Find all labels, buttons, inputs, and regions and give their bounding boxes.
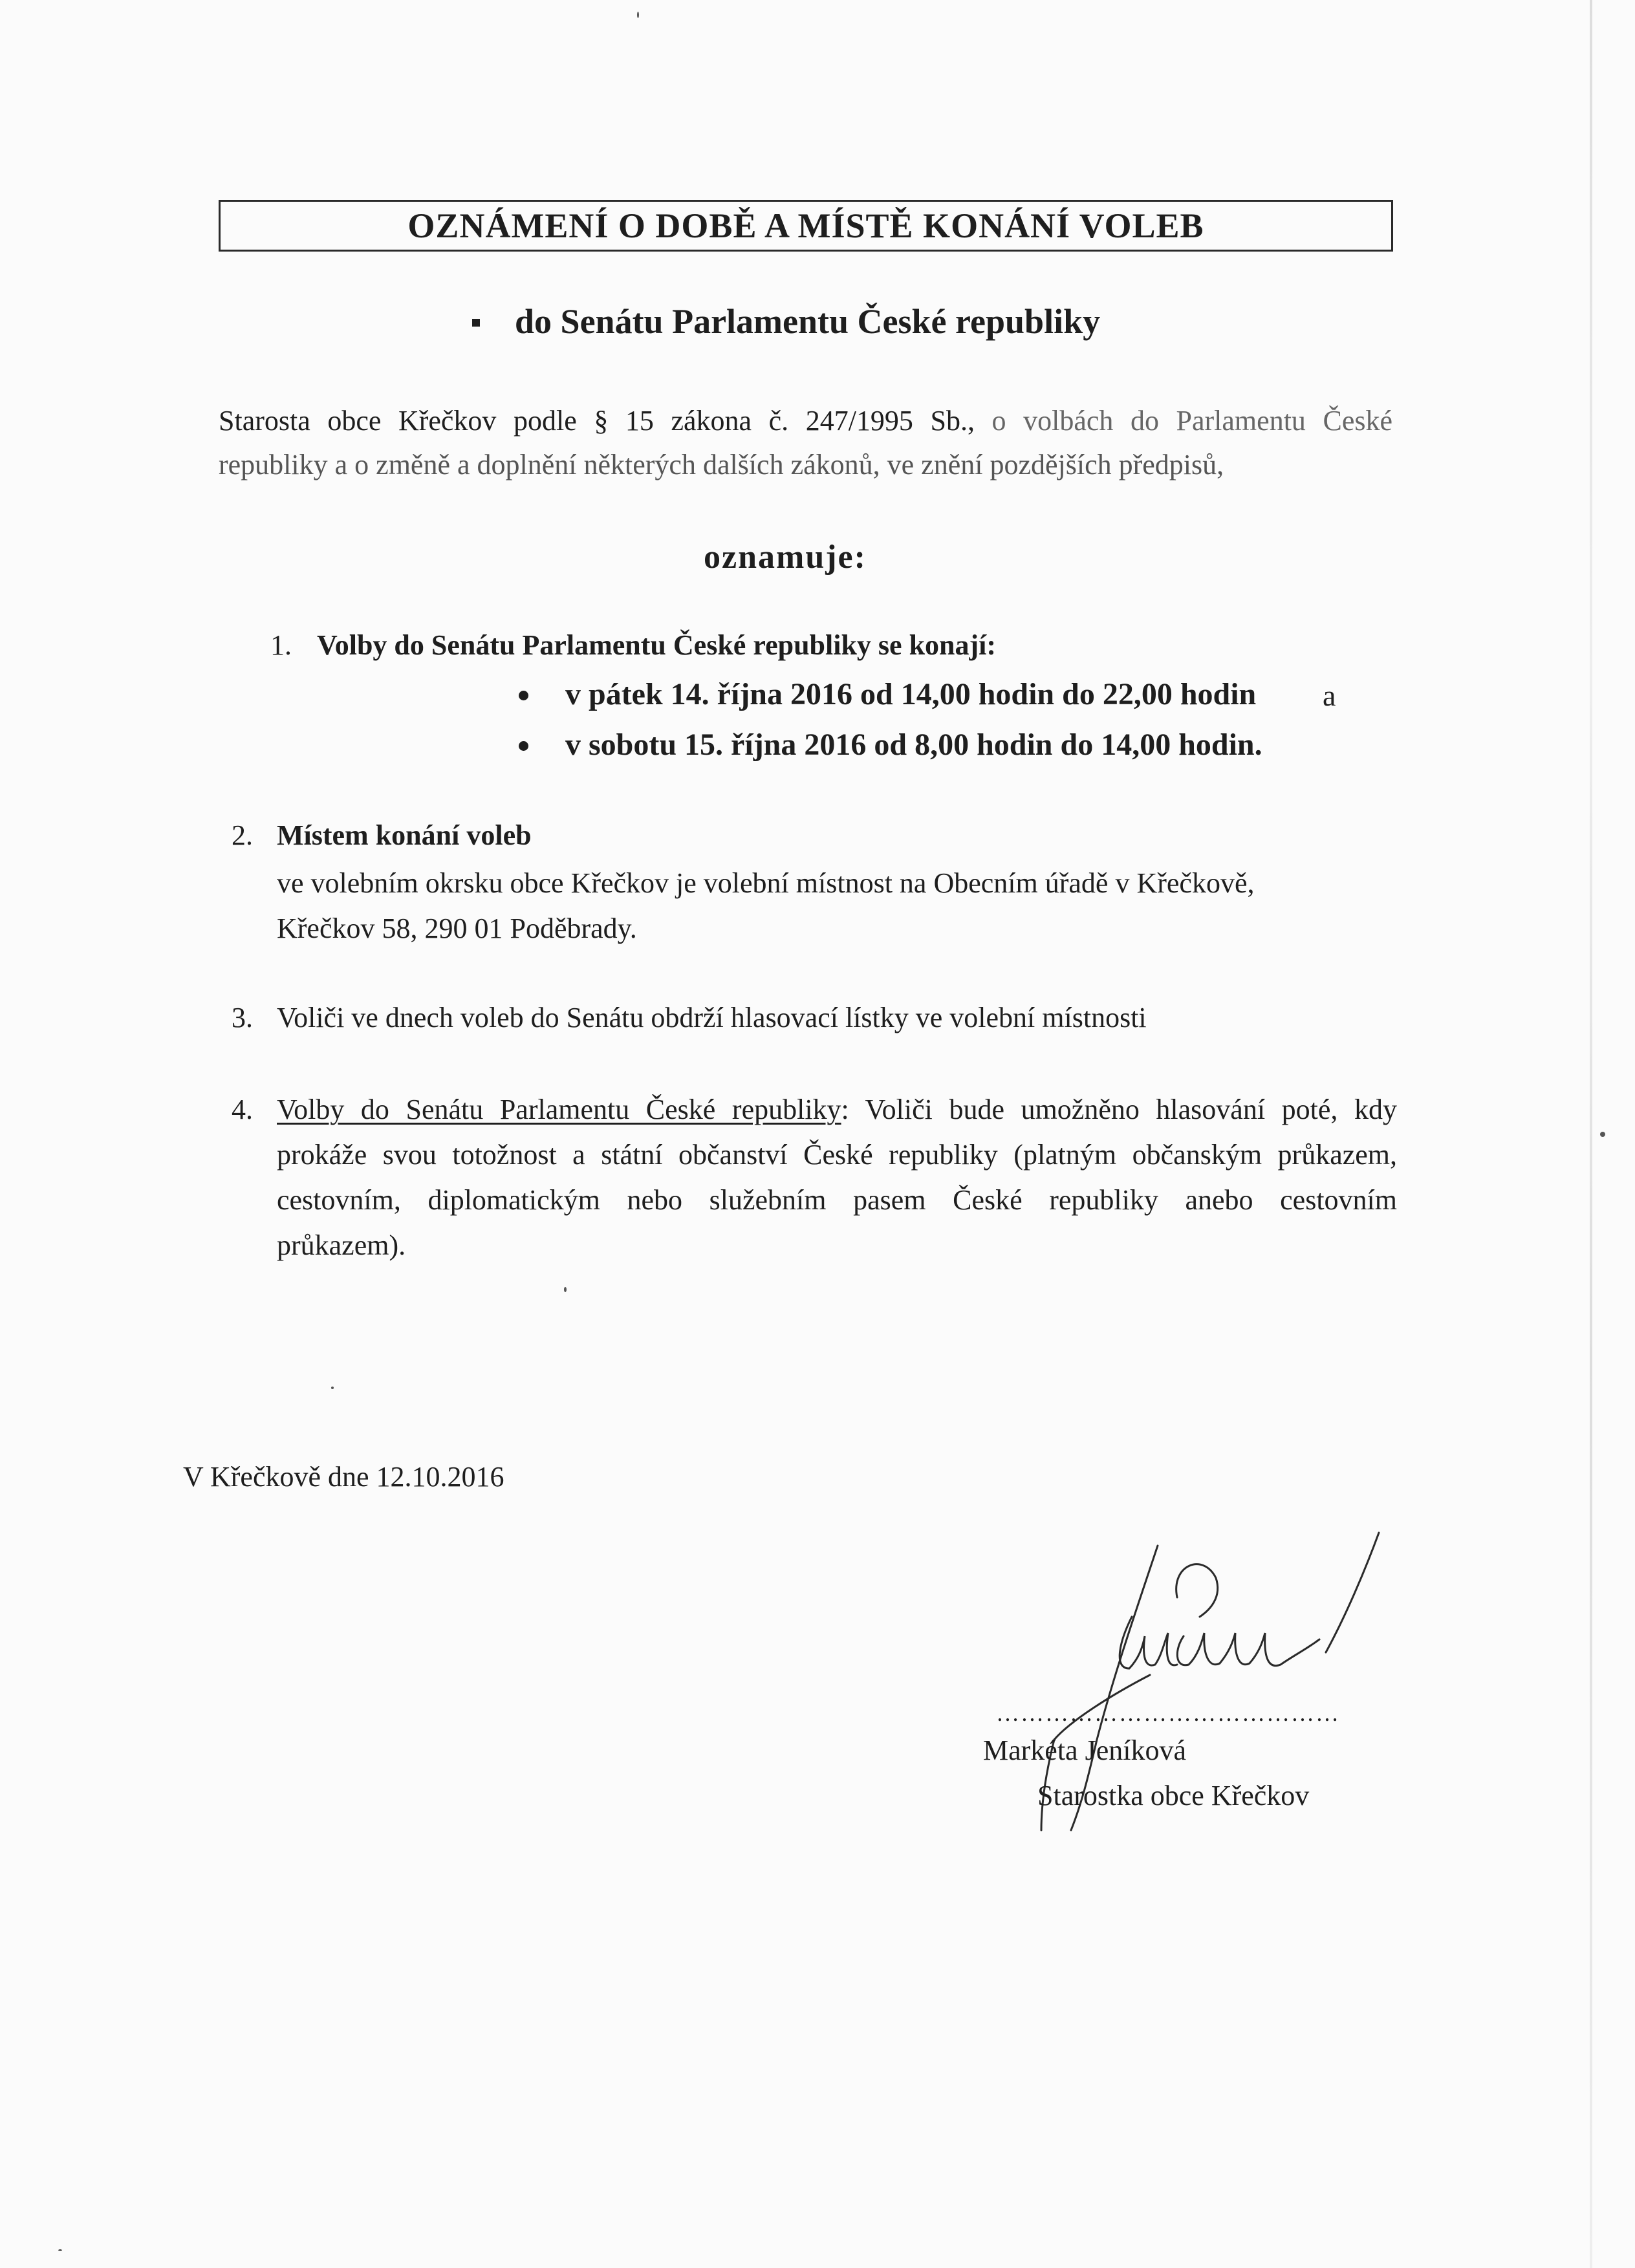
item-2-number: 2.: [232, 819, 253, 851]
item-4-underlined: Volby do Senátu Parlamentu České republiky: [277, 1094, 841, 1125]
item-4-number: 4.: [232, 1094, 253, 1125]
item-2-line-1: ve volebním okrsku obce Křečkov je volební místnost na Obecním úřadě v Křečkově,: [277, 867, 1255, 899]
item-4-line-3: cestovním, diplomatickým nebo služebním pasem České republiky anebo cestovním: [277, 1184, 1397, 1216]
place-and-date: V Křečkově dne 12.10.2016: [183, 1461, 504, 1493]
election-date-2: [519, 727, 1262, 762]
item-4-line-1: [277, 1090, 1397, 1129]
item-4-line-4: průkazem).: [277, 1229, 406, 1261]
election-date-1-suffix: a: [1323, 679, 1336, 712]
intro-line-2: republiky a o změně a doplnění některých dalších zákonů, ve znění pozdějších předpisů,: [219, 449, 1224, 481]
square-bullet-icon: [472, 319, 480, 327]
item-2-line-2: Křečkov 58, 290 01 Poděbrady.: [277, 913, 637, 944]
item-2-heading: Místem konání voleb: [277, 819, 532, 851]
item-3-number: 3.: [232, 1002, 253, 1033]
election-date-1: [519, 676, 1256, 712]
scan-speck: [564, 1287, 567, 1292]
subtitle-text: do Senátu Parlamentu České republiky: [515, 302, 1101, 341]
signature-dots: ……………………………………: [996, 1700, 1340, 1726]
document-subtitle: [472, 301, 1100, 341]
election-date-2-text: v sobotu 15. října 2016 od 8,00 hodin do 14,00 hodin.: [565, 728, 1262, 762]
item-3-text: Voliči ve dnech voleb do Senátu obdrží hlasovací lístky ve volební místnosti: [277, 1002, 1147, 1033]
scan-speck: [331, 1387, 334, 1389]
scan-speck: [58, 2249, 62, 2251]
scan-edge-line: [1590, 0, 1592, 2268]
item-1-number: 1.: [270, 629, 292, 661]
item-1-text: Volby do Senátu Parlamentu České republiky se konají:: [317, 629, 997, 661]
intro-line-1: [219, 401, 1392, 441]
signer-title: Starostka obce Křečkov: [1037, 1780, 1310, 1811]
item-4-line-1-rest: : Voliči bude umožněno hlasování poté, kdy: [841, 1094, 1397, 1125]
document-title: OZNÁMENÍ O DOBĚ A MÍSTĚ KONÁNÍ VOLEB: [219, 200, 1393, 252]
intro-line-1-start: Starosta obce Křečkov podle § 15 zákona č. 247/1995 Sb.,: [219, 405, 975, 437]
item-4-line-2: prokáže svou totožnost a státní občanství České republiky (platným občanským průkazem,: [277, 1139, 1397, 1171]
announce-heading: oznamuje:: [704, 539, 867, 576]
intro-line-1-end: o volbách do Parlamentu České: [991, 405, 1393, 437]
bullet-dot-icon: [519, 741, 528, 751]
election-date-1-text: v pátek 14. října 2016 od 14,00 hodin do 22,00 hodin: [565, 677, 1257, 711]
signer-name: Markéta Jeníková: [983, 1734, 1186, 1766]
bullet-dot-icon: [519, 691, 528, 700]
scan-speck: [637, 12, 639, 18]
scan-speck: [1600, 1132, 1605, 1137]
